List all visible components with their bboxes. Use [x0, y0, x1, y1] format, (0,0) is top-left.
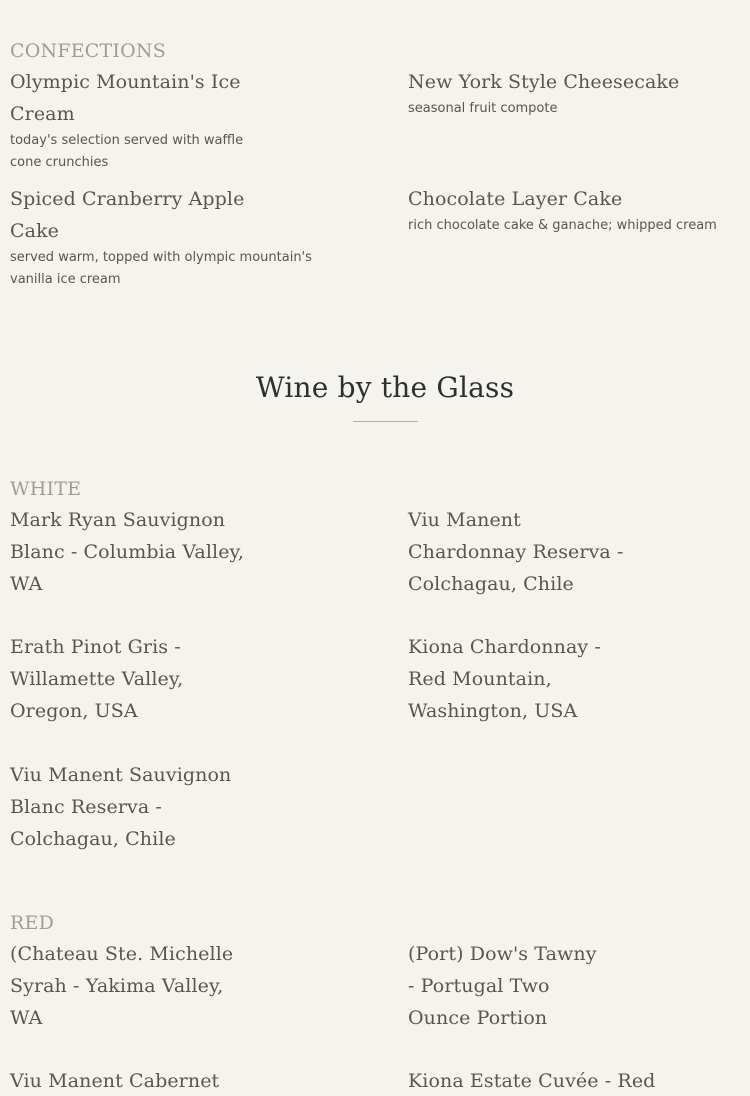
menu-item-description: served warm, topped with olympic mountain's vanilla ice cream	[10, 250, 312, 287]
menu-item-cheesecake	[408, 66, 708, 120]
wine-item-title: Viu Manent Cabernet	[10, 1070, 220, 1092]
wine-item-title: Erath Pinot Gris - Willamette Valley, Oregon, USA	[10, 636, 184, 722]
wine-item-title: (Port) Dow's Tawny - Portugal Two Ounce Portion	[408, 943, 597, 1029]
menu-item-title: New York Style Cheesecake	[408, 71, 680, 93]
wine-item-title: Viu Manent Sauvignon Blanc Reserva - Colchagau, Chile	[10, 764, 232, 850]
wine-item-title: Mark Ryan Sauvignon Blanc - Columbia Valley, WA	[10, 509, 245, 595]
menu-item-ice-cream	[10, 66, 250, 174]
section-label-confections: CONFECTIONS	[10, 40, 166, 62]
section-label-white: WHITE	[10, 478, 82, 500]
wine-item-title: Kiona Chardonnay - Red Mountain, Washington, USA	[408, 636, 601, 722]
section-label-red: RED	[10, 912, 55, 934]
menu-item-description: today's selection served with waffle cone crunchies	[10, 133, 244, 170]
heading-divider	[353, 421, 418, 422]
wine-item-kiona-chardonnay	[408, 631, 638, 727]
menu-item-cranberry-apple-cake	[10, 183, 355, 291]
menu-item-description: seasonal fruit compote	[408, 101, 558, 116]
menu-item-title: Chocolate Layer Cake	[408, 188, 623, 210]
menu-item-title: Olympic Mountain's Ice Cream	[10, 71, 241, 125]
wine-item-dows-tawny	[408, 938, 608, 1034]
wine-item-viu-manent-chardonnay	[408, 504, 638, 600]
wine-heading-wrap	[0, 370, 750, 406]
menu-item-chocolate-layer-cake	[408, 183, 728, 237]
wine-item-chateau-ste-michelle	[10, 938, 260, 1034]
wine-item-erath-pinot-gris	[10, 631, 260, 727]
wine-item-title: Kiona Estate Cuvée - Red	[408, 1070, 656, 1092]
wine-item-title: Viu Manent Chardonnay Reserva - Colchagau, Chile	[408, 509, 624, 595]
wine-item-viu-manent-cabernet	[10, 1065, 260, 1096]
wine-item-kiona-estate-cuvee	[408, 1065, 658, 1096]
menu-item-description: rich chocolate cake & ganache; whipped cream	[408, 218, 717, 233]
wine-item-mark-ryan	[10, 504, 250, 600]
wine-item-viu-manent-sauvignon	[10, 759, 265, 855]
wine-heading: Wine by the Glass	[255, 371, 515, 404]
menu-item-title: Spiced Cranberry Apple Cake	[10, 188, 245, 242]
wine-item-title: (Chateau Ste. Michelle Syrah - Yakima Valley, WA	[10, 943, 234, 1029]
